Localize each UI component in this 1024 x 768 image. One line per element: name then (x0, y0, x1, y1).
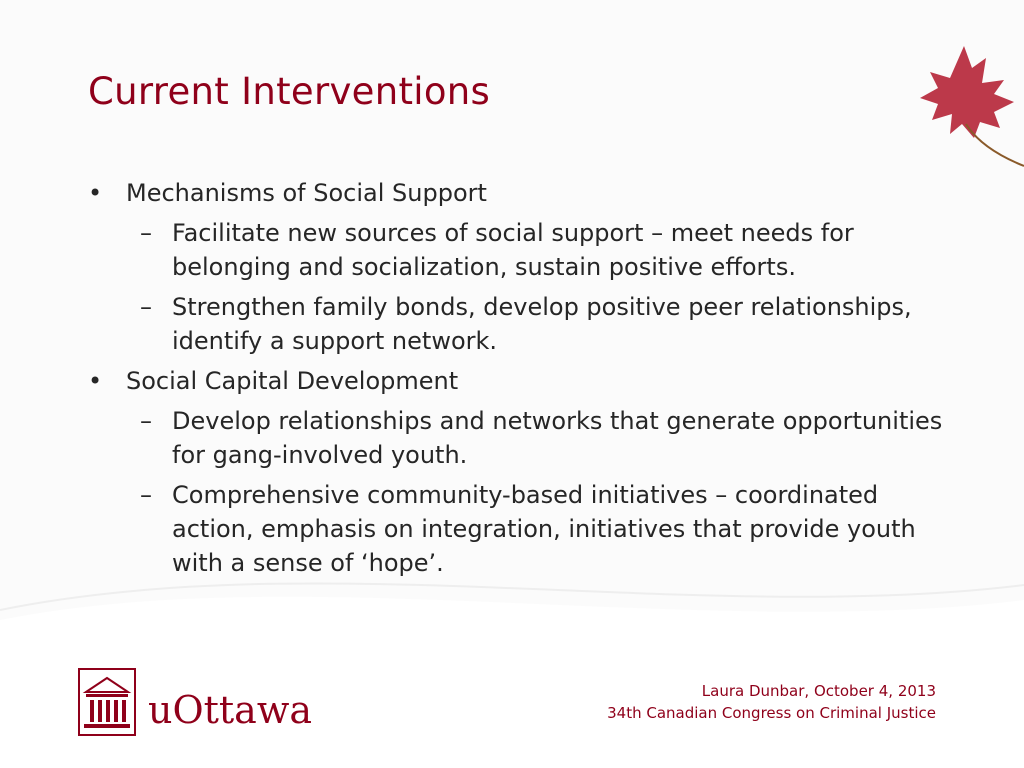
footer (607, 680, 936, 724)
footer-event: 34th Canadian Congress on Criminal Justice (607, 704, 936, 722)
footer-author-date: Laura Dunbar, October 4, 2013 (701, 682, 936, 700)
dash-marker: – (140, 219, 152, 247)
sub-bullet-text: Develop relationships and networks that generate opportunities for gang-involved youth. (172, 407, 943, 469)
sub-bullet-item (134, 290, 958, 358)
sub-bullet-item (134, 478, 958, 580)
slide-body (88, 176, 958, 586)
sub-bullet-text: Comprehensive community-based initiatives – coordinated action, emphasis on integration, initiatives that provide youth with a sense of ‘hope’. (172, 481, 916, 577)
sub-bullet-item (134, 216, 958, 284)
bullet-item (88, 176, 958, 210)
bullet-text: Social Capital Development (126, 367, 459, 395)
sub-bullet-text: Facilitate new sources of social support – meet needs for belonging and socialization, sustain positive efforts. (172, 219, 854, 281)
bullet-item (88, 364, 958, 398)
dash-marker: – (140, 293, 152, 321)
dash-marker: – (140, 407, 152, 435)
sub-bullet-item (134, 404, 958, 472)
logo-wordmark: uOttawa (148, 688, 313, 732)
dash-marker: – (140, 481, 152, 509)
bullet-marker: • (88, 179, 103, 207)
sub-bullet-text: Strengthen family bonds, develop positive peer relationships, identify a support network. (172, 293, 912, 355)
slide-title: Current Interventions (88, 70, 491, 113)
bullet-text: Mechanisms of Social Support (126, 179, 487, 207)
bullet-marker: • (88, 367, 103, 395)
maple-leaf-icon (854, 28, 1024, 168)
